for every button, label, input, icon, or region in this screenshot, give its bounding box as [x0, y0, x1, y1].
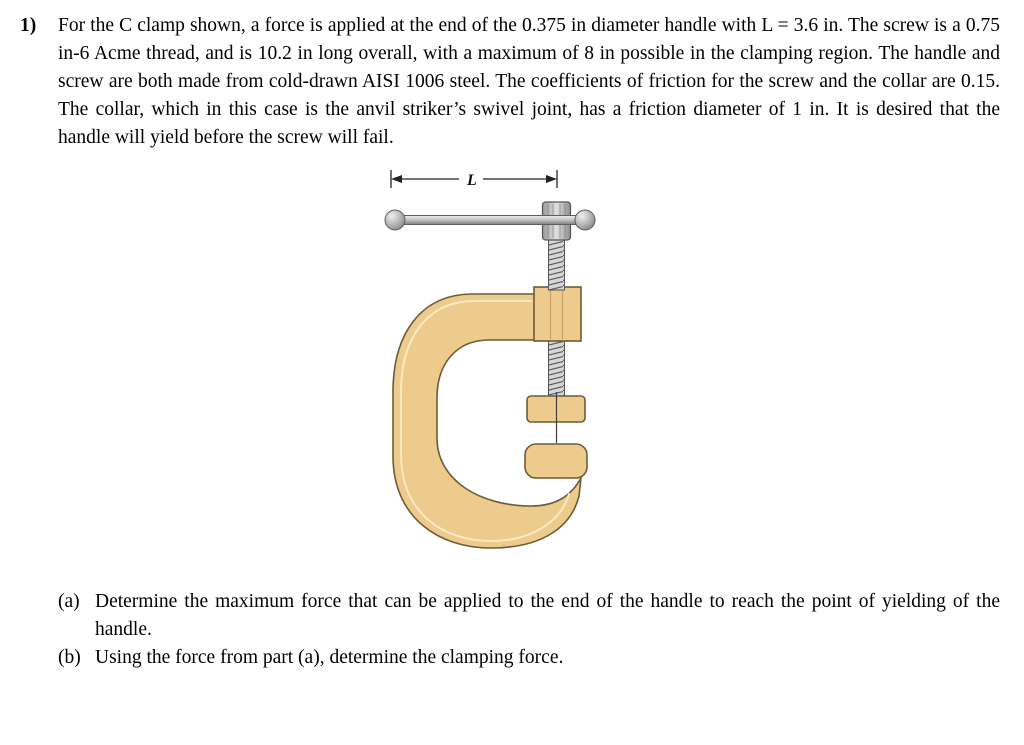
dimension-arrow-right [546, 175, 557, 183]
handle-bar [393, 216, 587, 225]
question-label: (a) [58, 591, 80, 612]
screw-thread-lower [549, 338, 565, 398]
question-text: Determine the maximum force that can be applied to the end of the handle to reach the point of yielding of the handle. [95, 591, 1000, 640]
dimension-arrow-left [391, 175, 402, 183]
problem-statement: For the C clamp shown, a force is applied at the end of the 0.375 in diameter handle with L = 3.6 in. The screw is a 0.75 in-6 Acme thread, and is 10.2 in long overall, with a maximum of 8 in possible in the clamping region. The handle and screw are both made from cold-drawn AISI 1006 steel. The coefficients of friction for the screw and the collar are 0.15. The collar, which in this case is the anvil striker’s swivel joint, has a friction diameter of 1 in. It is desired that the handle will yield before the screw will fail. [58, 15, 1000, 148]
question-item [58, 588, 1000, 644]
question-text: Using the force from part (a), determine the clamping force. [95, 647, 564, 668]
question-item [58, 644, 1000, 672]
problem-statement-block [20, 12, 1000, 152]
screw-boss [534, 287, 581, 341]
fixed-jaw [525, 444, 587, 478]
c-clamp-figure [20, 166, 966, 566]
handle-ball-right [575, 210, 595, 230]
dimension-label: L [467, 172, 477, 189]
question-label: (b) [58, 647, 81, 668]
question-list [20, 588, 1000, 672]
handle-ball-left [385, 210, 405, 230]
screw-thread-upper [549, 238, 565, 290]
c-clamp-drawing [371, 166, 615, 566]
problem-number: 1) [20, 15, 37, 36]
